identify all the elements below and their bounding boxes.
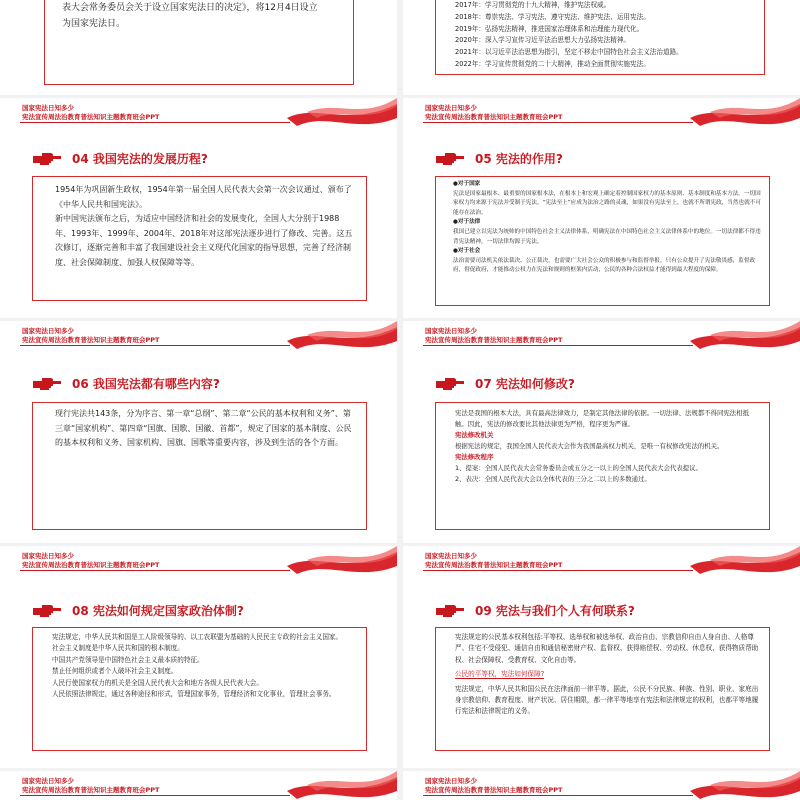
highlight-question: 公民的平等权，宪法如何保障?: [455, 670, 545, 679]
text-line: 2017年：学习贯彻党的十九大精神，维护宪法权威。: [455, 1, 611, 9]
question-line: [455, 669, 760, 680]
section-label: ●对于社会: [453, 248, 481, 255]
header-rule: [20, 570, 290, 571]
section-label: ●对于国家: [453, 181, 481, 187]
slide-text: [453, 180, 763, 276]
red-ribbon-decoration: [277, 546, 397, 578]
text-line: 社会主义制度是中华人民共和国的根本制度。: [52, 644, 184, 653]
slide-05: [403, 98, 800, 318]
red-ribbon-decoration: [680, 771, 800, 800]
red-ribbon-decoration: [277, 321, 397, 353]
paragraph: 宪法规定，中华人民共和国公民在法律面前一律平等。据此，公民不分民族、种族、性别、职业、家庭出身宗教信仰、教育程度、财产状况、居住期限，都一律平等地享有宪法和法律规定的权利，也都平等地履行宪法和法律规定的义务。: [455, 684, 759, 716]
header-rule: [423, 795, 693, 796]
text-line: 2022年：学习宣传贯彻党的二十大精神，推动全面贯彻实施宪法。: [455, 59, 650, 68]
slide-title: 07 宪法如何修改?: [475, 377, 575, 391]
pointing-hand-icon: [435, 376, 465, 392]
red-ribbon-decoration: [680, 321, 800, 353]
slide-title-row: [435, 602, 635, 619]
header-title: 国家宪法日知多少: [425, 327, 477, 335]
text-line: 2018年：尊崇宪法、学习宪法、遵守宪法、维护宪法、运用宪法。: [455, 12, 650, 21]
header-subtitle: 宪法宣传周法治教育普法知识主题教育班会PPT: [22, 336, 160, 344]
slide-text: [62, 0, 352, 32]
paragraph: 1954年为巩固新生政权，1954年第一届全国人民代表大会第一次会议通过、颁布了《中华人民共和国宪法》。: [55, 185, 352, 209]
header-rule: [423, 570, 693, 571]
pointing-hand-icon: [435, 151, 465, 167]
pointing-hand-icon: [32, 603, 62, 619]
red-ribbon-decoration: [277, 98, 397, 130]
paragraph: 根据宪法的规定，我国全国人民代表大会作为我国最高权力机关，是唯一有权修改宪法的机关。: [455, 442, 724, 450]
header-title: 国家宪法日知多少: [425, 104, 477, 112]
header-title: 国家宪法日知多少: [425, 777, 477, 785]
slide-bottom-left: [0, 771, 397, 800]
red-ribbon-decoration: [680, 98, 800, 130]
slide-text: [455, 408, 760, 485]
slide-bottom-right: [403, 771, 800, 800]
section-label: 宪法修改程序: [455, 453, 494, 461]
header-title: 国家宪法日知多少: [22, 104, 74, 112]
slide-header: [0, 98, 397, 128]
slide-09: [403, 546, 800, 768]
header-title: 国家宪法日知多少: [425, 552, 477, 560]
list-item: 2、表决：全国人民代表大会以全体代表的三分之二以上的多数通过。: [455, 475, 651, 483]
text-line: 禁止任何组织或者个人破坏社会主义制度。: [52, 667, 178, 676]
slide-text: [55, 407, 355, 451]
slide-08: [0, 546, 397, 768]
slide-title: 09 宪法与我们个人有何联系?: [475, 604, 635, 618]
slide-title-row: [32, 375, 220, 392]
slide-header: [403, 771, 800, 800]
header-rule: [423, 122, 693, 123]
text-line: 人民依照法律规定，通过各种途径和形式，管理国家事务，管理经济和文化事业，管理社会事务。: [52, 690, 336, 699]
header-rule: [20, 795, 290, 796]
text-line: 2020年：深入学习宣传习近平法治思想大力弘扬宪法精神。: [455, 36, 631, 45]
header-rule: [20, 122, 290, 123]
slide-title-row: [32, 150, 208, 167]
text-line: 中国共产党领导是中国特色社会主义最本质的特征。: [52, 655, 204, 664]
text-line: 2019年：弘扬宪法精神，推进国家治理体系和治理能力现代化。: [455, 24, 644, 33]
header-rule: [423, 345, 693, 346]
header-subtitle: 宪法宣传周法治教育普法知识主题教育班会PPT: [425, 113, 563, 121]
slide-04: [0, 98, 397, 318]
text-line: 宪法规定，中华人民共和国是工人阶级领导的、以工农联盟为基础的人民民主专政的社会主义国家。: [52, 633, 343, 641]
red-ribbon-decoration: [277, 771, 397, 800]
paragraph: 我国已建立以宪法为统帅的中国特色社会主义法律体系，明确宪法在中国特色社会主义法律体系中的地位。一切法律都不得违背宪法精神，一切法律均源于宪法。: [453, 228, 761, 245]
red-ribbon-decoration: [680, 546, 800, 578]
pointing-hand-icon: [435, 603, 465, 619]
slide-title-row: [435, 150, 563, 167]
header-title: 国家宪法日知多少: [22, 327, 74, 335]
text-line: 表大会常务委员会关于设立国家宪法日的决定》，将12月4日设立: [62, 3, 318, 13]
slide-text: [52, 632, 357, 700]
slide-top-left: [0, 0, 397, 95]
pointing-hand-icon: [32, 376, 62, 392]
text-line: 人民行使国家权力的机关是全国人民代表大会和地方各级人民代表大会。: [52, 678, 263, 687]
slide-top-right: [403, 0, 800, 95]
slide-text: [455, 0, 760, 71]
header-title: 国家宪法日知多少: [22, 777, 74, 785]
section-label: ●对于法律: [453, 219, 481, 226]
slide-text: [55, 183, 355, 270]
paragraph: 宪法规定的公民基本权利包括:平等权、选举权和被选举权、政治自由、宗教信仰自由人身自由、人格尊严、住宅不受侵犯、通信自由和通信秘密财产权、监督权、获得赔偿权、劳动权、休息权、获得物质帮助权、社会保障权、受教育权、文化自由等。: [455, 633, 759, 664]
header-subtitle: 宪法宣传周法治教育普法知识主题教育班会PPT: [22, 113, 160, 121]
header-subtitle: 宪法宣传周法治教育普法知识主题教育班会PPT: [22, 786, 160, 794]
slide-title: 05 宪法的作用?: [475, 152, 563, 166]
paragraph: 法治需要司法机关依法裁决、公正裁决，也需要广大社会公众的积极参与和监督举报。只有公众提升了宪法敬畏感，监督政府，督促政府，才能推动公权力在宪法和规则的框架内活动，公民的各种合法权益才能得到最大程度的保障。: [453, 257, 756, 274]
slide-title: 04 我国宪法的发展历程?: [72, 152, 208, 166]
slide-title: 06 我国宪法都有哪些内容?: [72, 377, 220, 391]
text-line: 为国家宪法日。: [62, 19, 126, 29]
slide-header: [0, 321, 397, 351]
slide-header: [403, 321, 800, 351]
slide-title: 08 宪法如何规定国家政治体制?: [72, 604, 244, 618]
list-item: 1、提案：全国人民代表大会常务委员会或五分之一以上的全国人民代表大会代表提议。: [455, 464, 702, 472]
text-line: 2021年：以习近平法治思想为指引，坚定不移走中国特色社会主义法治道路。: [455, 48, 683, 57]
slide-header: [0, 771, 397, 800]
section-label: 宪法修改机关: [455, 431, 494, 439]
paragraph: 宪法是我国的根本大法，具有最高法律效力，是制定其他法律的依据。一切法律、法规都不得同宪法相抵触。因此，宪法的修改要比其他法律更为严格，程序更为严谨。: [455, 409, 749, 428]
slide-title-row: [435, 375, 575, 392]
header-subtitle: 宪法宣传周法治教育普法知识主题教育班会PPT: [425, 786, 563, 794]
slide-header: [0, 546, 397, 576]
header-subtitle: 宪法宣传周法治教育普法知识主题教育班会PPT: [425, 561, 563, 569]
slide-header: [403, 98, 800, 128]
header-rule: [20, 345, 290, 346]
slide-text: [455, 632, 760, 718]
slide-06: [0, 321, 397, 543]
header-title: 国家宪法日知多少: [22, 552, 74, 560]
header-subtitle: 宪法宣传周法治教育普法知识主题教育班会PPT: [425, 336, 563, 344]
paragraph: 现行宪法共143条，分为序言、第一章“总纲”、第二章“公民的基本权利和义务”、第三章“国家机构”、第四章“国旗、国歌、国徽、首都”，规定了国家的基本制度、公民的基本权利和义务、国家机构、国旗、国歌等重要内容，涉及到生活的各个方面。: [55, 409, 352, 447]
header-subtitle: 宪法宣传周法治教育普法知识主题教育班会PPT: [22, 561, 160, 569]
paragraph: 宪法是国家最根本、最重要的国家根本法，在根本上和宏观上确定着控制国家权力的基本原则、基本制度和基本方法。一切国家权力均来源于宪法并受制于宪法。“宪法至上”应成为法治之路的灵魂，如果没有宪法至上，也就不所谓宪政，当然也就不可能存在法治。: [453, 190, 761, 216]
slide-title-row: [32, 602, 244, 619]
slide-header: [403, 546, 800, 576]
slide-07: [403, 321, 800, 543]
paragraph: 新中国宪法颁布之后，为适应中国经济和社会的发展变化，全国人大分别于1988年、1993年、1999年、2004年、2018年对这部宪法逐步进行了修改、完善。这五次修订，逐渐完善和丰富了我国建设社会主义现代化国家的指导思想，完善了经济制度、社会保障制度、加强人权保障等等。: [55, 214, 353, 267]
pointing-hand-icon: [32, 151, 62, 167]
